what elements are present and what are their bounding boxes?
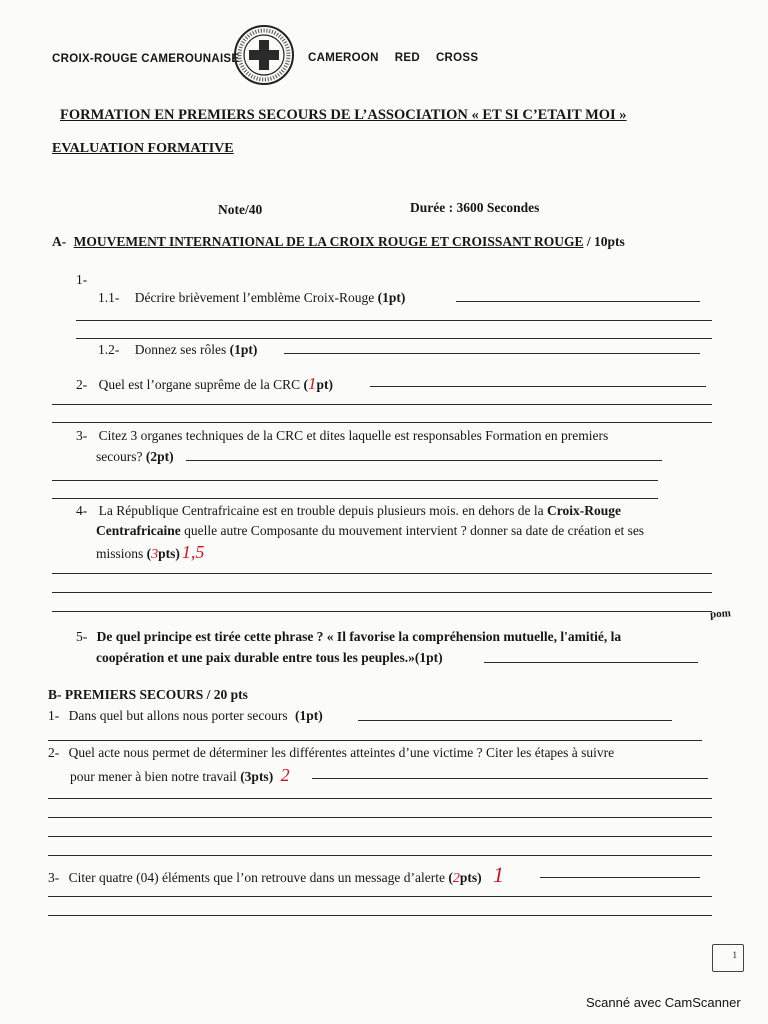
- question-b2-line2: pour mener à bien notre travail (3pts) 2: [70, 765, 290, 785]
- answer-line[interactable]: [52, 498, 658, 499]
- question-a3-line2: secours? (2pt): [96, 449, 174, 464]
- answer-line[interactable]: [52, 480, 658, 481]
- score-total: Note/40: [218, 202, 263, 217]
- question-a3-line1: 3- Citez 3 organes techniques de la CRC et dites laquelle est responsables Formation en premiers: [76, 428, 609, 443]
- answer-line[interactable]: [52, 422, 712, 423]
- org-name-right: CAMEROON RED CROSS: [308, 52, 479, 64]
- question-a4-line3: missions (3pts) 1,5: [96, 542, 205, 562]
- answer-line[interactable]: [48, 740, 702, 741]
- answer-line[interactable]: [76, 338, 712, 339]
- answer-line[interactable]: [48, 798, 712, 799]
- section-a-heading: A- MOUVEMENT INTERNATIONAL DE LA CROIX ROUGE ET CROISSANT ROUGE / 10pts: [52, 234, 625, 249]
- question-a1-1: 1.1- Décrire brièvement l’emblème Croix-Rouge (1pt): [98, 290, 406, 305]
- question-a1-number: 1-: [76, 272, 88, 287]
- question-a4-line1: 4- La République Centrafricaine est en trouble depuis plusieurs mois. en dehors de la Croix-Rouge: [76, 503, 621, 518]
- handwritten-score: 2: [280, 765, 290, 785]
- answer-line[interactable]: [48, 896, 712, 897]
- page-number: 1: [732, 950, 737, 960]
- answer-line[interactable]: [48, 817, 712, 818]
- duration: Durée : 3600 Secondes: [410, 200, 540, 215]
- handwritten-score: 1: [493, 862, 504, 887]
- handwritten-score: 1,5: [181, 542, 205, 562]
- question-a5-line1: 5- De quel principe est tirée cette phrase ? « Il favorise la compréhension mutuelle, l'amitié, la: [76, 629, 622, 644]
- red-cross-emblem-icon: [233, 24, 295, 86]
- answer-line[interactable]: [48, 855, 712, 856]
- answer-line[interactable]: [52, 592, 712, 593]
- correction-mark: 2: [452, 871, 460, 886]
- correction-mark: 3: [151, 547, 159, 562]
- answer-line[interactable]: [48, 836, 712, 837]
- answer-line[interactable]: [484, 662, 698, 663]
- answer-line[interactable]: [370, 386, 706, 387]
- correction-mark: 1: [307, 374, 317, 393]
- question-b3: 3- Citer quatre (04) éléments que l’on retrouve dans un message d’alerte (2pts) 1: [48, 862, 504, 887]
- question-a1-2: 1.2- Donnez ses rôles (1pt): [98, 342, 258, 357]
- section-b-heading: B- PREMIERS SECOURS / 20 pts: [48, 687, 248, 702]
- stray-mark: pom: [709, 607, 732, 621]
- answer-line[interactable]: [52, 573, 712, 574]
- question-a4-line2: Centrafricaine quelle autre Composante du mouvement intervient ? donner sa date de création et ses: [96, 523, 645, 538]
- answer-line[interactable]: [76, 320, 712, 321]
- question-a5-line2: coopération et une paix durable entre tous les peuples.»(1pt): [96, 650, 443, 665]
- answer-line[interactable]: [284, 353, 700, 354]
- answer-line[interactable]: [186, 460, 662, 461]
- page-number-box: [712, 944, 744, 972]
- answer-line[interactable]: [52, 611, 712, 612]
- org-name-left: CROIX-ROUGE CAMEROUNAISE: [52, 53, 240, 65]
- question-b2-line1: 2- Quel acte nous permet de déterminer les différentes atteintes d’une victime ? Citer les étapes à suivre: [48, 745, 615, 760]
- answer-line[interactable]: [312, 778, 708, 779]
- answer-line[interactable]: [540, 877, 700, 878]
- answer-line[interactable]: [456, 301, 700, 302]
- answer-line[interactable]: [358, 720, 672, 721]
- document-subtitle: EVALUATION FORMATIVE: [52, 141, 234, 156]
- question-b1: 1- Dans quel but allons nous porter secours (1pt): [48, 708, 323, 723]
- question-a2: 2- Quel est l’organe suprême de la CRC (1pt): [76, 374, 333, 393]
- answer-line[interactable]: [52, 404, 712, 405]
- answer-line[interactable]: [48, 915, 712, 916]
- scanner-watermark: Scanné avec CamScanner: [586, 995, 741, 1010]
- document-title: FORMATION EN PREMIERS SECOURS DE L’ASSOCIATION « ET SI C’ETAIT MOI »: [60, 107, 627, 123]
